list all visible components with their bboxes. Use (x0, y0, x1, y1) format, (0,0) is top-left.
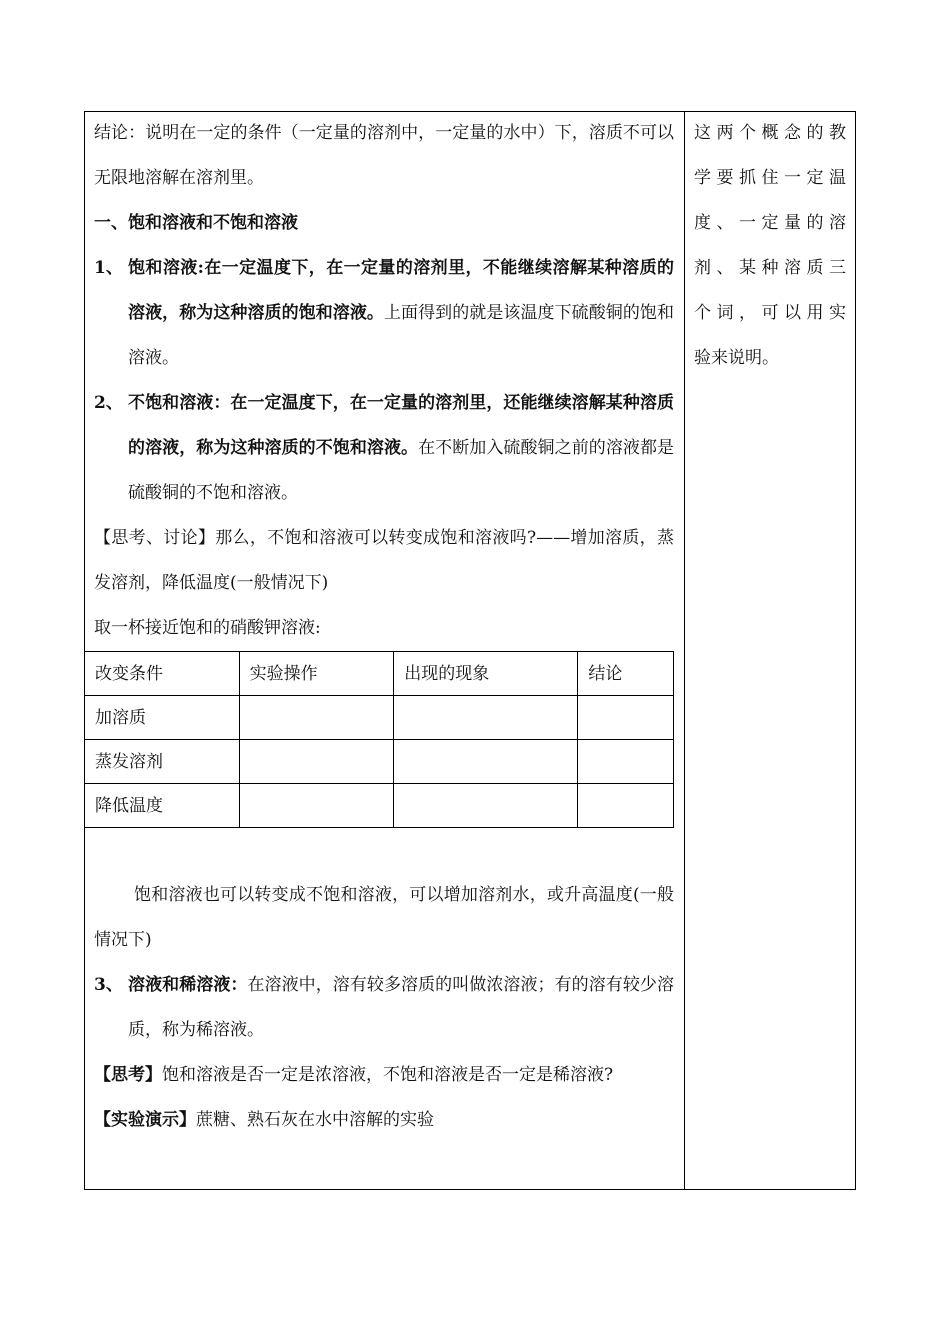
table-cell: 蒸发溶剂 (85, 740, 240, 784)
note-line: 验来说明。 (694, 348, 779, 368)
think-question (94, 1053, 674, 1098)
definition-item-1 (94, 246, 674, 381)
item-normal-text: 在不断加入硫酸铜之前的溶液都是硫酸铜的不饱和溶液。 (128, 438, 675, 503)
table-row (85, 740, 674, 784)
item-body (128, 963, 674, 1053)
table-header-row (85, 652, 674, 696)
item-number: 3、 (94, 975, 123, 995)
item-bold-text: 溶液和稀溶液： (128, 975, 248, 995)
table-cell (578, 784, 674, 828)
definition-item-2 (94, 381, 674, 516)
main-content (94, 111, 674, 1143)
section-title-text: 一、饱和溶液和不饱和溶液 (94, 213, 298, 233)
table-cell (239, 696, 394, 740)
note-line: 剂、某种溶质三 (694, 258, 846, 278)
definition-item-3 (94, 963, 674, 1053)
item-bold-text: 饱和溶液:在一定温度下，在一定量的溶剂里，不能继续溶解某种溶质的溶液，称为这种溶质的饱和溶液。 (128, 258, 674, 323)
item-body (128, 381, 674, 516)
item-number: 2、 (94, 393, 123, 413)
think-label: 【思考】 (94, 1065, 162, 1085)
note-line: 这两个概念的教 (694, 123, 846, 143)
table-row (85, 696, 674, 740)
note-line: 度、一定量的溶 (694, 213, 846, 233)
section-title (94, 201, 674, 246)
table-header-cell: 改变条件 (85, 652, 240, 696)
item-normal-text: 在溶液中，溶有较多溶质的叫做浓溶液；有的溶有较少溶质，称为稀溶液。 (128, 975, 675, 1040)
experiment-table (84, 651, 674, 828)
table-cell (394, 784, 578, 828)
teaching-notes (694, 111, 846, 381)
table-cell (239, 784, 394, 828)
table-cell (239, 740, 394, 784)
table-header-cell: 出现的现象 (394, 652, 578, 696)
table-header-cell: 实验操作 (239, 652, 394, 696)
item-bold-text: 不饱和溶液：在一定温度下，在一定量的溶剂里，还能继续溶解某种溶质的溶液，称为这种溶质的不饱和溶液。 (128, 393, 674, 458)
table-cell: 加溶质 (85, 696, 240, 740)
reverse-conversion-text: 饱和溶液也可以转变成不饱和溶液，可以增加溶剂水，或升高温度(一般情况下) (94, 885, 674, 950)
item-normal-text: 上面得到的就是该温度下硫酸铜的饱和溶液。 (128, 303, 675, 368)
demo-label: 【实验演示】 (94, 1110, 196, 1130)
table-cell (578, 740, 674, 784)
table-cell (578, 696, 674, 740)
think-discuss-text: 【思考、讨论】那么，不饱和溶液可以转变成饱和溶液吗?——增加溶质，蒸发溶剂，降低温度(一般情况下) (94, 528, 674, 593)
demo-body: 蔗糖、熟石灰在水中溶解的实验 (196, 1110, 434, 1130)
table-cell: 降低温度 (85, 784, 240, 828)
item-body (128, 246, 674, 381)
blank-space (94, 828, 674, 873)
table-cell (394, 696, 578, 740)
demo-text (94, 1098, 674, 1143)
item-number: 1、 (94, 258, 123, 278)
table-cell (394, 740, 578, 784)
note-line: 学要抓住一定温 (694, 168, 846, 188)
column-divider (684, 111, 685, 1190)
conclusion-text: 结论：说明在一定的条件（一定量的溶剂中，一定量的水中）下，溶质不可以无限地溶解在溶剂里。 (94, 123, 674, 188)
take-cup-text: 取一杯接近饱和的硝酸钾溶液: (94, 618, 321, 638)
note-line: 个词，可以用实 (694, 303, 846, 323)
table-row (85, 784, 674, 828)
table-header-cell: 结论 (578, 652, 674, 696)
think-text: 饱和溶液是否一定是浓溶液，不饱和溶液是否一定是稀溶液? (162, 1065, 614, 1085)
